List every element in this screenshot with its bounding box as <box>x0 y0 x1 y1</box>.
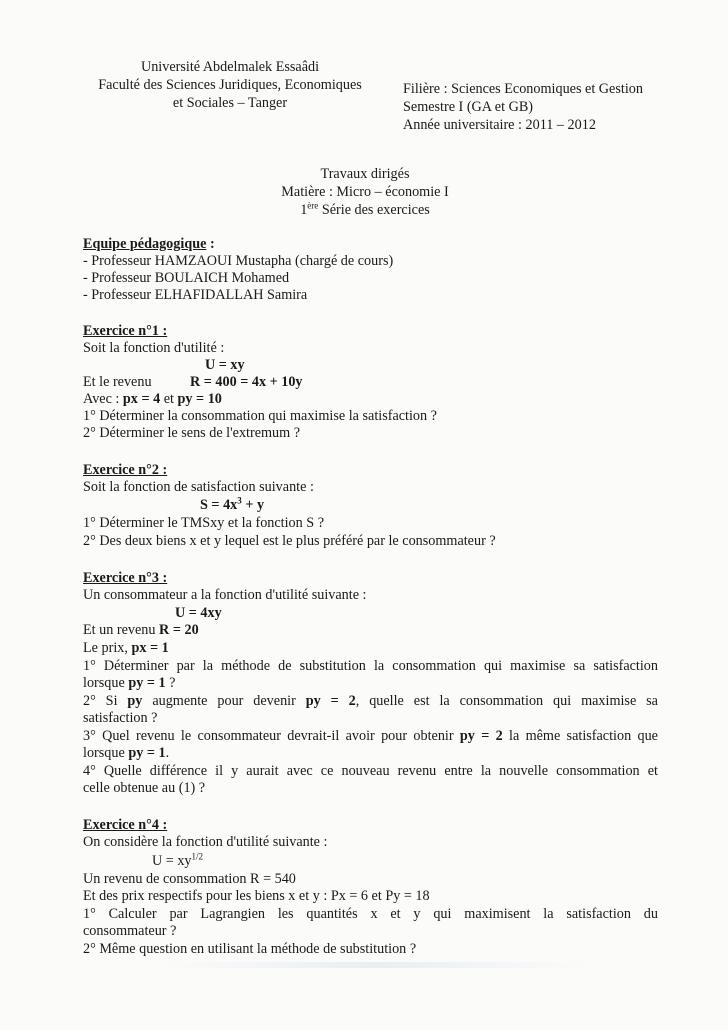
exercise-1-prices: Avec : px = 4 et py = 10 <box>83 391 222 407</box>
team-member: - Professeur ELHAFIDALLAH Samira <box>83 287 308 303</box>
exercise-3-question-3-cont: lorsque py = 1. <box>83 745 170 761</box>
exercise-1-question-1: 1° Déterminer la consommation qui maximise la satisfaction ? <box>83 408 437 424</box>
exercise-1-question-2: 2° Déterminer le sens de l'extremum ? <box>83 425 301 441</box>
exercise-1-heading: Exercice n°1 : <box>83 323 168 339</box>
scan-artifact <box>160 962 590 968</box>
annee-universitaire: Année universitaire : 2011 – 2012 <box>403 117 596 133</box>
exercise-1-intro: Soit la fonction d'utilité : <box>83 340 225 356</box>
exercise-4-question-1-cont: consommateur ? <box>83 923 177 939</box>
exercise-3-question-3: 3° Quel revenu le consommateur devrait-il avoir pour obtenir py = 2 la même satisfaction que <box>83 728 658 744</box>
title-line-2: Matière : Micro – économie I <box>281 184 449 200</box>
exercise-4-prix: Et des prix respectifs pour les biens x et y : Px = 6 et Py = 18 <box>83 888 430 904</box>
exercise-4-heading: Exercice n°4 : <box>83 817 168 833</box>
title-line-1: Travaux dirigés <box>320 166 410 182</box>
exercise-3-question-2: 2° Si py augmente pour devenir py = 2, quelle est la consommation qui maximise sa <box>83 693 658 709</box>
team-member: - Professeur BOULAICH Mohamed <box>83 270 290 286</box>
exercise-4-revenu: Un revenu de consommation R = 540 <box>83 871 296 887</box>
exercise-4-intro: On considère la fonction d'utilité suivante : <box>83 834 328 850</box>
exercise-3-question-4: 4° Quelle différence il y aurait avec ce nouveau revenu entre la nouvelle consommation et <box>83 763 658 779</box>
exercise-3-prix: Le prix, px = 1 <box>83 640 169 656</box>
exercise-3-formula: U = 4xy <box>175 605 222 621</box>
team-heading: Equipe pédagogique : <box>83 236 215 252</box>
exercise-3-heading: Exercice n°3 : <box>83 570 168 586</box>
exercise-2-heading: Exercice n°2 : <box>83 462 168 478</box>
exercise-3-revenu: Et un revenu R = 20 <box>83 622 199 638</box>
exercise-2-question-1: 1° Déterminer le TMSxy et la fonction S ? <box>83 515 325 531</box>
exercise-3-intro: Un consommateur a la fonction d'utilité suivante : <box>83 587 367 603</box>
header-right <box>403 80 643 134</box>
exercise-3-question-1-cont: lorsque py = 1 ? <box>83 675 176 691</box>
faculty-city: et Sociales – Tanger <box>172 95 288 111</box>
exercise-4-question-1: 1° Calculer par Lagrangien les quantités x et y qui maximisent la satisfaction du <box>83 906 658 922</box>
title-line-3: 1ère Série des exercices <box>300 200 430 218</box>
exercise-4-question-2: 2° Même question en utilisant la méthode de substitution ? <box>83 941 417 957</box>
faculty-name: Faculté des Sciences Juridiques, Economiques <box>98 77 362 93</box>
university-name: Université Abdelmalek Essaâdi <box>140 59 320 75</box>
exercise-2-question-2: 2° Des deux biens x et y lequel est le plus préféré par le consommateur ? <box>83 533 496 549</box>
exercise-3-question-2-cont: satisfaction ? <box>83 710 158 726</box>
team-member: - Professeur HAMZAOUI Mustapha (chargé de cours) <box>83 253 394 269</box>
filiere: Filière : Sciences Economiques et Gestion <box>403 81 643 97</box>
exercise-4-formula: $U = xy^{1/2}$ <box>152 851 204 869</box>
title-block <box>240 165 490 219</box>
exercise-2-formula: $S = 4x^3 + y$ <box>200 495 265 513</box>
semestre: Semestre I (GA et GB) <box>403 99 534 115</box>
header-left <box>80 58 380 112</box>
exercise-1-revenu-formula: R = 400 = 4x + 10y <box>190 374 303 390</box>
exercise-1-revenu: Et le revenu <box>83 374 152 390</box>
exercise-1-formula: U = xy <box>205 357 245 373</box>
exercise-3-question-4-cont: celle obtenue au (1) ? <box>83 780 206 796</box>
exercise-2-intro: Soit la fonction de satisfaction suivante : <box>83 479 314 495</box>
exercise-3-question-1: 1° Déterminer par la méthode de substitution la consommation qui maximise sa satisfaction <box>83 658 658 674</box>
